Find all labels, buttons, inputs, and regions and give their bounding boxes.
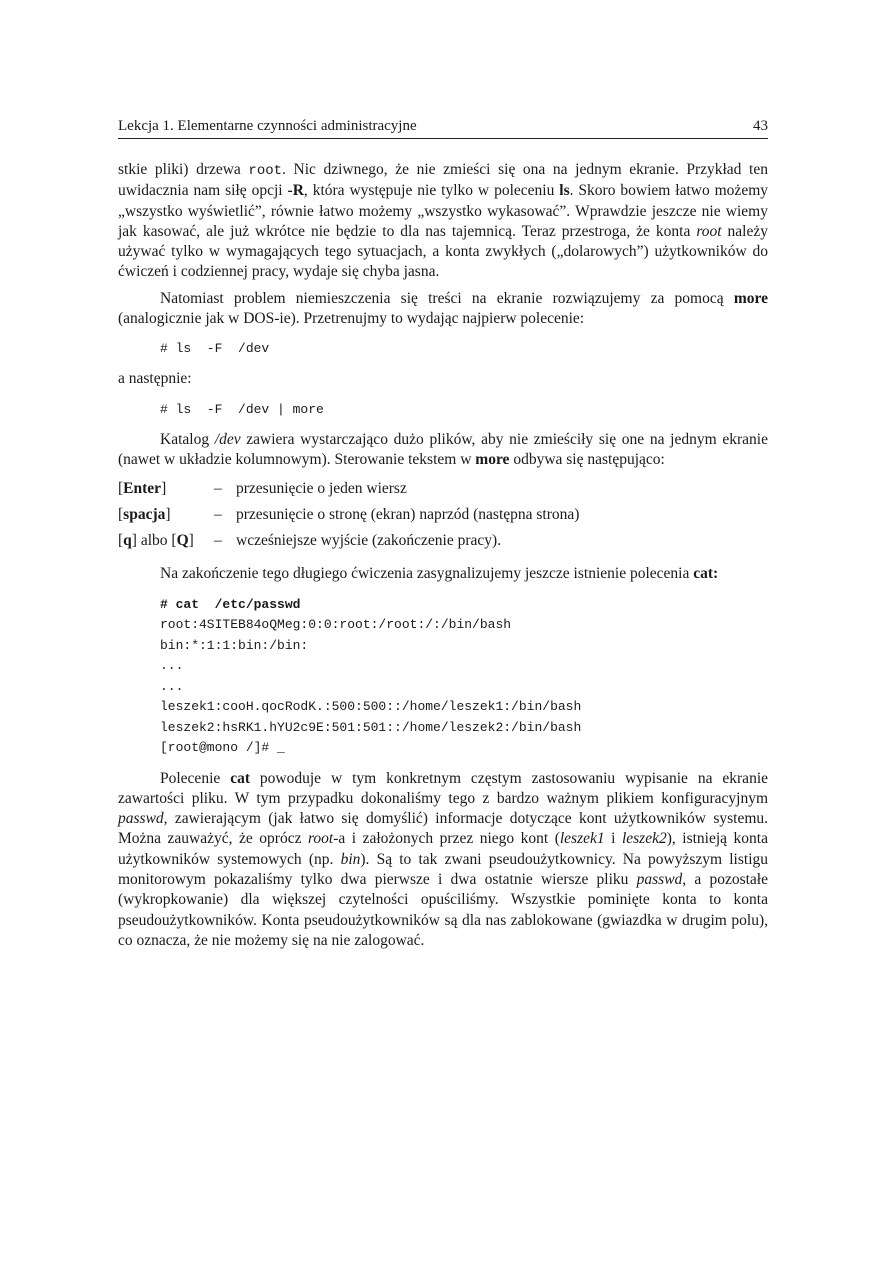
paragraph-5: Polecenie cat powoduje w tym konkretnym częstym zastosowaniu wypisanie na ekranie zawartości pliku. W tym przypadku dokonaliśmy tego z bardzo ważnym plikiem konfiguracyjnym passwd, zawierającym (jak łatwo się domyślić) informacje dotyczące kont użytkowników systemu. Można zauważyć, że oprócz root-a i założonych przez niego kont (leszek1 i leszek2), istnieją konta użytkowników systemowych (np. bin). Są to tak zwani pseudoużytkownicy. Na powyższym listigu monitorowym pokazaliśmy tylko dwa pierwsze i dwa ostatnie wiersze pliku passwd, a pozostałe (wykropkowanie) dla większej czytelności opuściliśmy. Wszystkie pominięte konta to konta pseudoużytkowników. Konta pseudoużytkowników są dla nas zablokowane (gwiazdka w drugim polu), co oznacza, że nie możemy się na nie zalogować.	[118, 769, 768, 949]
page-number: 43	[753, 118, 768, 134]
paragraph-1: stkie pliki) drzewa root. Nic dziwnego, że nie zmieści się ona na jednym ekranie. Przykład ten uwidacznia nam siłę opcji -R, która występuje nie tylko w poleceniu ls. Skoro bowiem łatwo możemy „wszystko wyświetlić”, równie łatwo możemy „wszystko wykasować”. Wprawdzie jeszcze nie wiemy jak kasować, ale już wkrótce nie będzie to dla nas tajemnicą. Teraz przestroga, że konta root należy używać tylko w wymagających tego sytuacjach, a konta zwykłych („dolarowych”) użytkowników do ćwiczeń i codziennej pracy, wydaje się chyba jasna.	[118, 161, 769, 281]
command-more-2: more	[475, 450, 510, 468]
paragraph-3: Katalog /dev zawiera wystarczająco dużo plików, aby nie zmieściły się one na jednym ekranie (nawet w układzie kolumnowym). Sterowanie tekstem w more odbywa się następująco:	[118, 430, 768, 468]
listing-line: [root@mono /]# _	[160, 740, 285, 756]
key-list	[118, 476, 768, 554]
passwd-listing	[118, 595, 768, 759]
command-cat-2: cat	[230, 769, 250, 787]
listing-line: ...	[160, 678, 184, 694]
command-ls-dev: # ls -F /dev	[160, 341, 270, 357]
option-r: -R	[287, 182, 304, 200]
command-ls: ls	[559, 182, 570, 200]
inline-code-root: root	[248, 163, 283, 179]
paragraph-4: Na zakończenie tego długiego ćwiczenia zasygnalizujemy jeszcze istnienie polecenia cat:	[160, 565, 719, 583]
listing-line: bin:*:1:1:bin:/bin:	[160, 637, 309, 653]
key-row-q: [q] albo [Q] – wcześniejsze wyjście (zakończenie pracy).	[118, 532, 502, 550]
page-body	[118, 160, 768, 951]
command-more: more	[733, 289, 768, 307]
listing-line: # cat /etc/passwd	[160, 596, 301, 612]
key-row-enter: [Enter] – przesunięcie o jeden wiersz	[118, 480, 407, 498]
listing-line: leszek1:cooH.qocRodK.:500:500::/home/leszek1:/bin/bash	[160, 699, 582, 715]
listing-line: ...	[160, 658, 184, 674]
running-header	[118, 116, 768, 139]
then-label: a następnie:	[118, 370, 192, 388]
command-ls-dev-more: # ls -F /dev | more	[160, 401, 324, 417]
command-cat: cat:	[693, 565, 719, 583]
listing-line: leszek2:hsRK1.hYU2c9E:501:501::/home/leszek2:/bin/bash	[160, 719, 582, 735]
italic-root: root	[696, 222, 722, 240]
chapter-title: Lekcja 1. Elementarne czynności administracyjne	[118, 118, 417, 134]
italic-dev: /dev	[214, 430, 241, 448]
paragraph-2: Natomiast problem niemieszczenia się treści na ekranie rozwiązujemy za pomocą more (analogicznie jak w DOS-ie). Przetrenujmy to wydając najpierw polecenie:	[118, 289, 768, 328]
listing-line: root:4SITEB84oQMeg:0:0:root:/root:/:/bin/bash	[160, 617, 512, 633]
key-row-spacja: [spacja] – przesunięcie o stronę (ekran) naprzód (następna strona)	[118, 506, 580, 524]
